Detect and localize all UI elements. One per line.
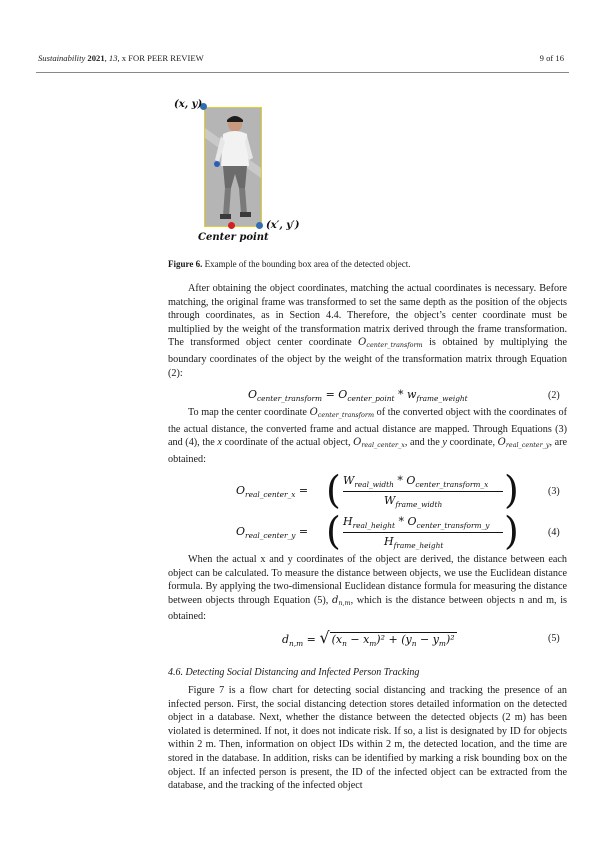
equation-4: $O_{real\_center\_y}$ = ( $H_{real\_height} * O_{center\_transform\_y}$ $H_{frame\_height}$ ) [236,509,519,553]
eq2-lhs: O [248,388,258,401]
center-point-marker [228,222,235,229]
eq3-lhs-sub: real_center_x [245,490,296,499]
eq5-lhs-sub: n,m [289,639,304,648]
p2-sub-2: real_center_x [361,441,405,450]
eq2-operator: * [397,388,404,401]
p3-end: , which is the distance between objects n and m, is obtained: [168,594,567,623]
p2-f: , are obtained: [168,437,568,465]
eq2-r1: O [338,388,348,401]
p2-b: of the converted object with the coordinates of the actual distance, the converted frame and actual distance are mapped. Through Equations (3) and (4), the [168,407,567,449]
p2-d: , and the [404,437,443,449]
eq3-numerator: $W_{real\_width} * O_{center\_transform\_x}$ [343,474,489,489]
equation-5-number: (5) [548,633,560,644]
p1-text: After obtaining the object coordinates, matching the actual coordinates is necessary. Before matching, the original frame was transformed to set the same depth as the position of the objects through coordinates, as in Section 4.4. Therefore, the object’s center coordinate must be multiplied by the weight of the transformation matrix derived through the frame transformation. The transformed object center coordinate [168,283,567,349]
journal-name: Sustainability [38,53,86,63]
p2-sub-1: center_transform [317,411,375,419]
header-rule [36,72,569,73]
eq3-fraction-bar [343,491,503,492]
eq4-right-paren: ) [504,509,519,553]
eq4-denominator: $H_{frame\_height}$ [384,535,444,550]
p3-symbol: d [331,594,339,606]
p2-c: coordinate of the actual object, [221,437,354,449]
paragraph-2 [168,406,567,466]
eq4-lhs-sub: real_center_y [245,531,296,540]
p3-subscript: n,m [338,598,351,607]
paragraph-1 [168,282,567,380]
p2-a: To map the center coordinate [188,407,310,418]
p1-subscript: center_transform [366,341,423,350]
running-header: Sustainability 2021, 13, x FOR PEER REVIEW [38,53,204,63]
p2-symbol-1: O [309,407,318,418]
equation-5: $d_{n,m}$ = √ $(x_n - x_m)^2 + (y_n - y_m)^2$ [282,628,455,648]
eq4-fraction-bar [343,532,503,533]
paragraph-4 [168,684,567,793]
p1-symbol: O [358,337,367,349]
eq3-right-paren: ) [504,468,519,512]
p2-symbol-2: O [353,437,362,449]
eq4-lhs: O [236,525,246,538]
p2-sub-3: real_center_y [505,441,550,450]
eq5-lhs: d [282,633,290,646]
eq4-left-paren: ( [326,509,341,553]
bottom-right-corner-marker [256,222,263,229]
eq2-lhs-sub: center_transform [257,394,323,403]
journal-volume: 13 [108,53,118,63]
eq5-sqrt-sign: √ [319,628,330,647]
review-note: , x FOR PEER REVIEW [117,53,204,63]
eq2-r2: w [406,388,417,401]
caption-text: Example of the bounding box area of the detected object. [202,259,411,269]
eq3-denominator: $W_{frame\_width}$ [384,494,443,509]
page-number: 9 of 16 [539,53,564,63]
p2-symbol-3: O [497,437,506,449]
eq3-left-paren: ( [326,468,341,512]
pedestrian-photo [204,107,262,227]
eq2-r1-sub: center_point [347,394,395,403]
figure-6 [170,95,300,245]
label-bottom-right-coordinate: (x′, y′) [266,220,300,231]
p3-text: When the actual x and y coordinates of the object are derived, the distance between each object can be calculated. To measure the distance between objects, we use the Euclidean distance formula. By applying the two-dimensional Euclidean distance formula for measuring the distance between objects through Equation (5), [168,554,567,606]
p4-text: Figure 7 is a flow chart for detecting social distancing and tracking the presence of an infected person. First, the social distancing detection stores detailed information on the detected object in a database. Next, whether the distance between the detected objects (2 m) has been violated is determined. If not, it does not indicate risk. If so, a list is designated by ID for objects within 2 m. Then, information on object IDs within 2 m, the detected location, and the time are stored in the database. In addition, risks can be identified by marking a risk bounding box on the object. If an infected person is present, the ID of the infected object can be extracted from the database, and the tracking of the infected object [168,685,567,792]
equation-4-number: (4) [548,527,560,538]
equation-3-number: (3) [548,486,560,497]
label-center-point: Center point [198,232,269,243]
equation-2-number: (2) [548,390,560,401]
paragraph-3 [168,553,567,624]
eq4-numerator: $H_{real\_height} * O_{center\_transform\_y}$ [343,515,490,530]
p2-y: y [442,437,447,449]
eq2-r2-sub: frame_weight [416,394,468,403]
label-top-left-coordinate: (x, y) [174,99,203,110]
journal-year: 2021 [87,53,105,63]
p1-end: is obtained by multiplying the boundary coordinates of the object by the weight of the transformation matrix through Equation (2): [168,337,567,379]
pedestrian-illustration [205,108,261,226]
eq5-radicand: $(x_n - x_m)^2 + (y_n - y_m)^2$ [331,633,455,648]
figure-caption [168,259,411,269]
section-heading: 4.6. Detecting Social Distancing and Infected Person Tracking [168,667,420,678]
p2-x: x [217,437,222,449]
equation-2: $O_{center\_transform} = O_{center\_point} * w_{frame\_weight}$ [248,388,468,403]
p2-e: coordinate, [446,437,498,449]
eq3-lhs: O [236,484,246,497]
caption-label: Figure 6. [168,259,203,269]
equation-3: $O_{real\_center\_x}$ = ( $W_{real\_width} * O_{center\_transform\_x}$ $W_{frame\_width}$ ) [236,468,519,512]
